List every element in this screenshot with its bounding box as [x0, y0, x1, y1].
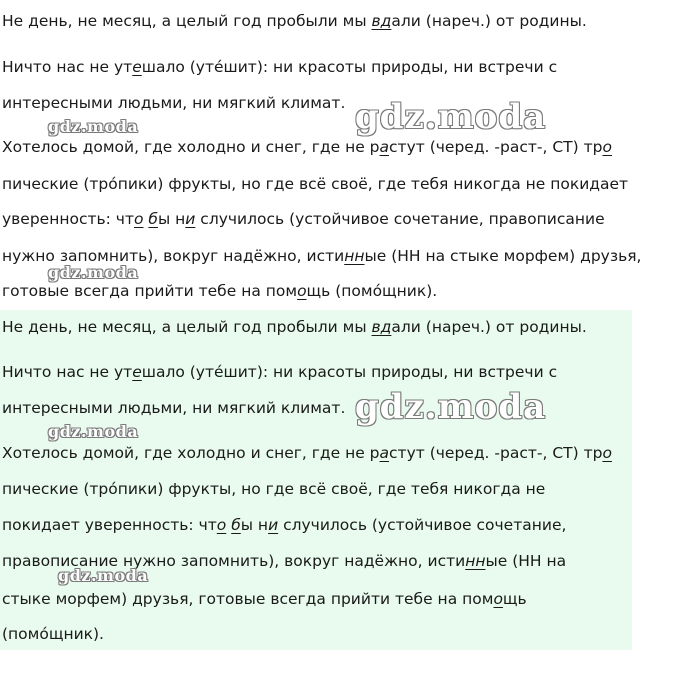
text-segment: случилось (устойчивое сочетание, правописание — [195, 210, 605, 228]
text-line — [2, 93, 345, 113]
text-segment: ые (НН на стыке морфем) друзья, — [364, 247, 642, 265]
text-segment: стут (черед. -раст-, СТ) тр — [389, 444, 603, 462]
text-segment: (помóщник). — [2, 625, 104, 643]
highlighted-letters: вд — [371, 318, 392, 336]
text-segment: Не день, не месяц, а целый год пробыли мы — [2, 318, 372, 336]
text-segment: ы н — [157, 210, 186, 228]
text-segment: щь (помóщник). — [306, 282, 438, 300]
text-segment: интересными людьми, ни мягкий климат. — [2, 399, 346, 417]
text-line — [2, 479, 545, 499]
text-line — [2, 443, 612, 463]
watermark: gdz.moda — [355, 387, 547, 427]
watermark: gdz.moda — [48, 117, 139, 136]
text-segment: Не день, не месяц, а целый год пробыли мы — [2, 12, 372, 30]
text-segment: ые (НН на — [485, 552, 567, 570]
text-line — [2, 209, 605, 229]
highlighted-letters: и — [268, 516, 279, 534]
text-segment: стут (черед. -раст-, СТ) тр — [389, 138, 603, 156]
text-segment: Ничто нас не ут — [2, 363, 133, 381]
answer-block-highlighted — [0, 310, 632, 650]
text-segment: пические (трóпики) фрукты, но где всё своё, где тебя никогда не покидает — [2, 175, 629, 193]
text-line — [2, 624, 104, 644]
watermark: gdz.moda — [58, 566, 149, 585]
text-line — [2, 174, 628, 194]
text-segment: али (нареч.) от родины. — [391, 318, 587, 336]
highlighted-letters: и — [185, 210, 196, 228]
text-segment: Хотелось домой, где холодно и снег, где не р — [2, 138, 380, 156]
watermark: gdz.moda — [48, 263, 139, 282]
text-segment: правописание нужно запомнить), вокруг надёжно, исти — [2, 552, 466, 570]
text-segment: интересными людьми, ни мягкий климат. — [2, 94, 346, 112]
highlighted-letters: вд — [371, 12, 392, 30]
text-line — [2, 57, 557, 77]
highlighted-letters: нн — [465, 552, 486, 570]
highlighted-letters: о — [493, 590, 503, 608]
text-segment: нужно запомнить), вокруг надёжно, исти — [2, 247, 345, 265]
text-segment: щь — [502, 590, 527, 608]
highlighted-letters: о — [216, 516, 227, 534]
highlighted-letters: е — [132, 363, 142, 381]
text-segment: уверенность: чт — [2, 210, 134, 228]
text-line — [2, 137, 612, 157]
text-segment: стыке морфем) друзья, готовые всегда прийти тебе на пом — [2, 590, 494, 608]
highlighted-letters: а — [379, 138, 390, 156]
text-segment: покидает уверенность: чт — [2, 516, 217, 534]
text-segment: ы н — [240, 516, 269, 534]
text-segment: али (нареч.) от родины. — [391, 12, 587, 30]
watermark: gdz.moda — [355, 97, 547, 137]
text-segment: готовые всегда прийти тебе на пом — [2, 282, 298, 300]
watermark: gdz.moda — [48, 422, 139, 441]
highlighted-letters: б — [148, 210, 158, 228]
highlighted-letters: нн — [344, 247, 365, 265]
text-line — [2, 317, 587, 337]
text-segment: случилось (устойчивое сочетание, — [278, 516, 567, 534]
text-segment: Хотелось домой, где холодно и снег, где не р — [2, 444, 380, 462]
text-line — [2, 398, 345, 418]
text-line — [2, 281, 437, 301]
text-segment: шало (утéшит): ни красоты природы, ни встречи с — [141, 363, 558, 381]
text-line — [2, 515, 566, 535]
highlighted-letters: о — [602, 138, 612, 156]
highlighted-letters: а — [379, 444, 390, 462]
highlighted-letters: е — [132, 58, 142, 76]
text-segment: шало (утéшит): ни красоты природы, ни встречи с — [141, 58, 558, 76]
highlighted-letters: о — [297, 282, 307, 300]
text-line — [2, 589, 527, 609]
text-segment: Ничто нас не ут — [2, 58, 133, 76]
text-segment: пические (трóпики) фрукты, но где всё своё, где тебя никогда не — [2, 480, 546, 498]
answer-block-plain — [0, 0, 680, 308]
highlighted-letters: о — [134, 210, 144, 228]
highlighted-letters: б — [231, 516, 241, 534]
text-line — [2, 11, 587, 31]
text-line — [2, 362, 557, 382]
highlighted-letters: о — [602, 444, 612, 462]
